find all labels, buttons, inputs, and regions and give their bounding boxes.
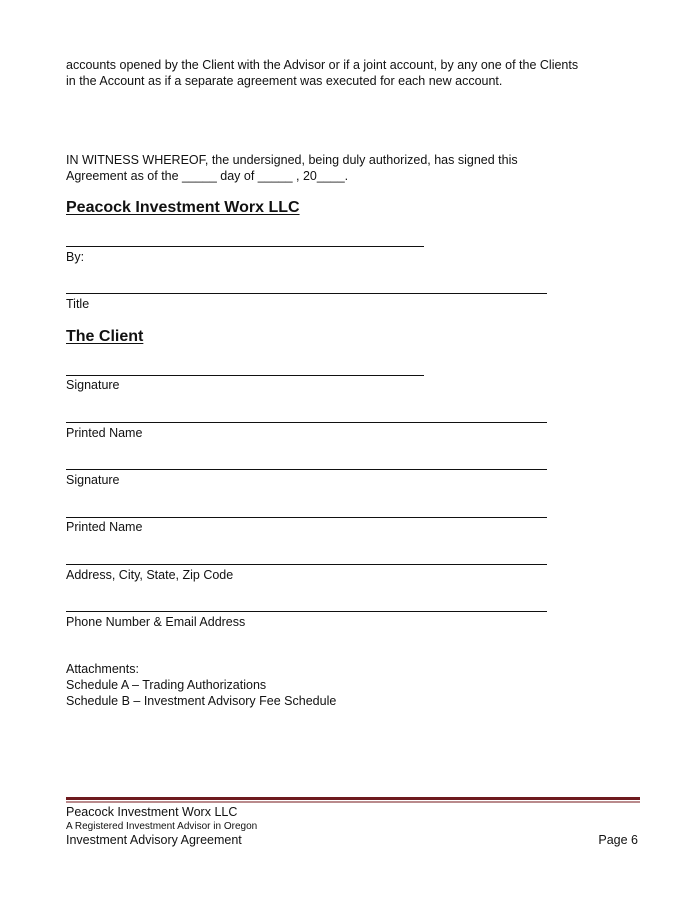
witness-line-2: Agreement as of the _____ day of _____ , 20____. <box>66 169 349 183</box>
advisor-heading: Peacock Investment Worx LLC <box>66 199 300 216</box>
advisor-title-line[interactable] <box>66 293 547 294</box>
client-signature-label-1: Signature <box>66 378 120 392</box>
attachment-item-schedule-b: Schedule B – Investment Advisory Fee Schedule <box>66 694 337 708</box>
witness-paragraph <box>66 152 518 184</box>
client-contact-line[interactable] <box>66 611 547 612</box>
footer-rule <box>66 797 640 800</box>
footer-rule-accent <box>66 801 640 803</box>
attachments-block <box>66 661 336 709</box>
advisor-by-line[interactable] <box>66 246 424 247</box>
client-signature-line-1[interactable] <box>66 375 424 376</box>
client-heading: The Client <box>66 328 144 345</box>
witness-line-1: IN WITNESS WHEREOF, the undersigned, being duly authorized, has signed this <box>66 153 518 167</box>
footer-document-title: Investment Advisory Agreement <box>66 833 242 847</box>
client-signature-label-2: Signature <box>66 473 120 487</box>
client-address-line[interactable] <box>66 564 547 565</box>
attachments-label: Attachments: <box>66 662 139 676</box>
advisor-by-label: By: <box>66 250 85 264</box>
attachment-item-schedule-a: Schedule A – Trading Authorizations <box>66 678 267 692</box>
intro-line-1: accounts opened by the Client with the Advisor or if a joint account, by any one of the Clients <box>66 58 579 72</box>
client-printed-name-line-1[interactable] <box>66 422 547 423</box>
intro-line-2: in the Account as if a separate agreement was executed for each new account. <box>66 74 503 88</box>
footer-page-number: Page 6 <box>598 833 638 847</box>
client-address-label: Address, City, State, Zip Code <box>66 568 234 582</box>
client-printed-name-label-1: Printed Name <box>66 426 143 440</box>
client-contact-label: Phone Number & Email Address <box>66 615 246 629</box>
client-printed-name-line-2[interactable] <box>66 517 547 518</box>
footer-company: Peacock Investment Worx LLC <box>66 805 238 819</box>
advisor-title-label: Title <box>66 297 90 311</box>
intro-paragraph <box>66 57 578 89</box>
client-printed-name-label-2: Printed Name <box>66 520 143 534</box>
footer-tagline: A Registered Investment Advisor in Oregon <box>66 821 258 832</box>
client-signature-line-2[interactable] <box>66 469 547 470</box>
